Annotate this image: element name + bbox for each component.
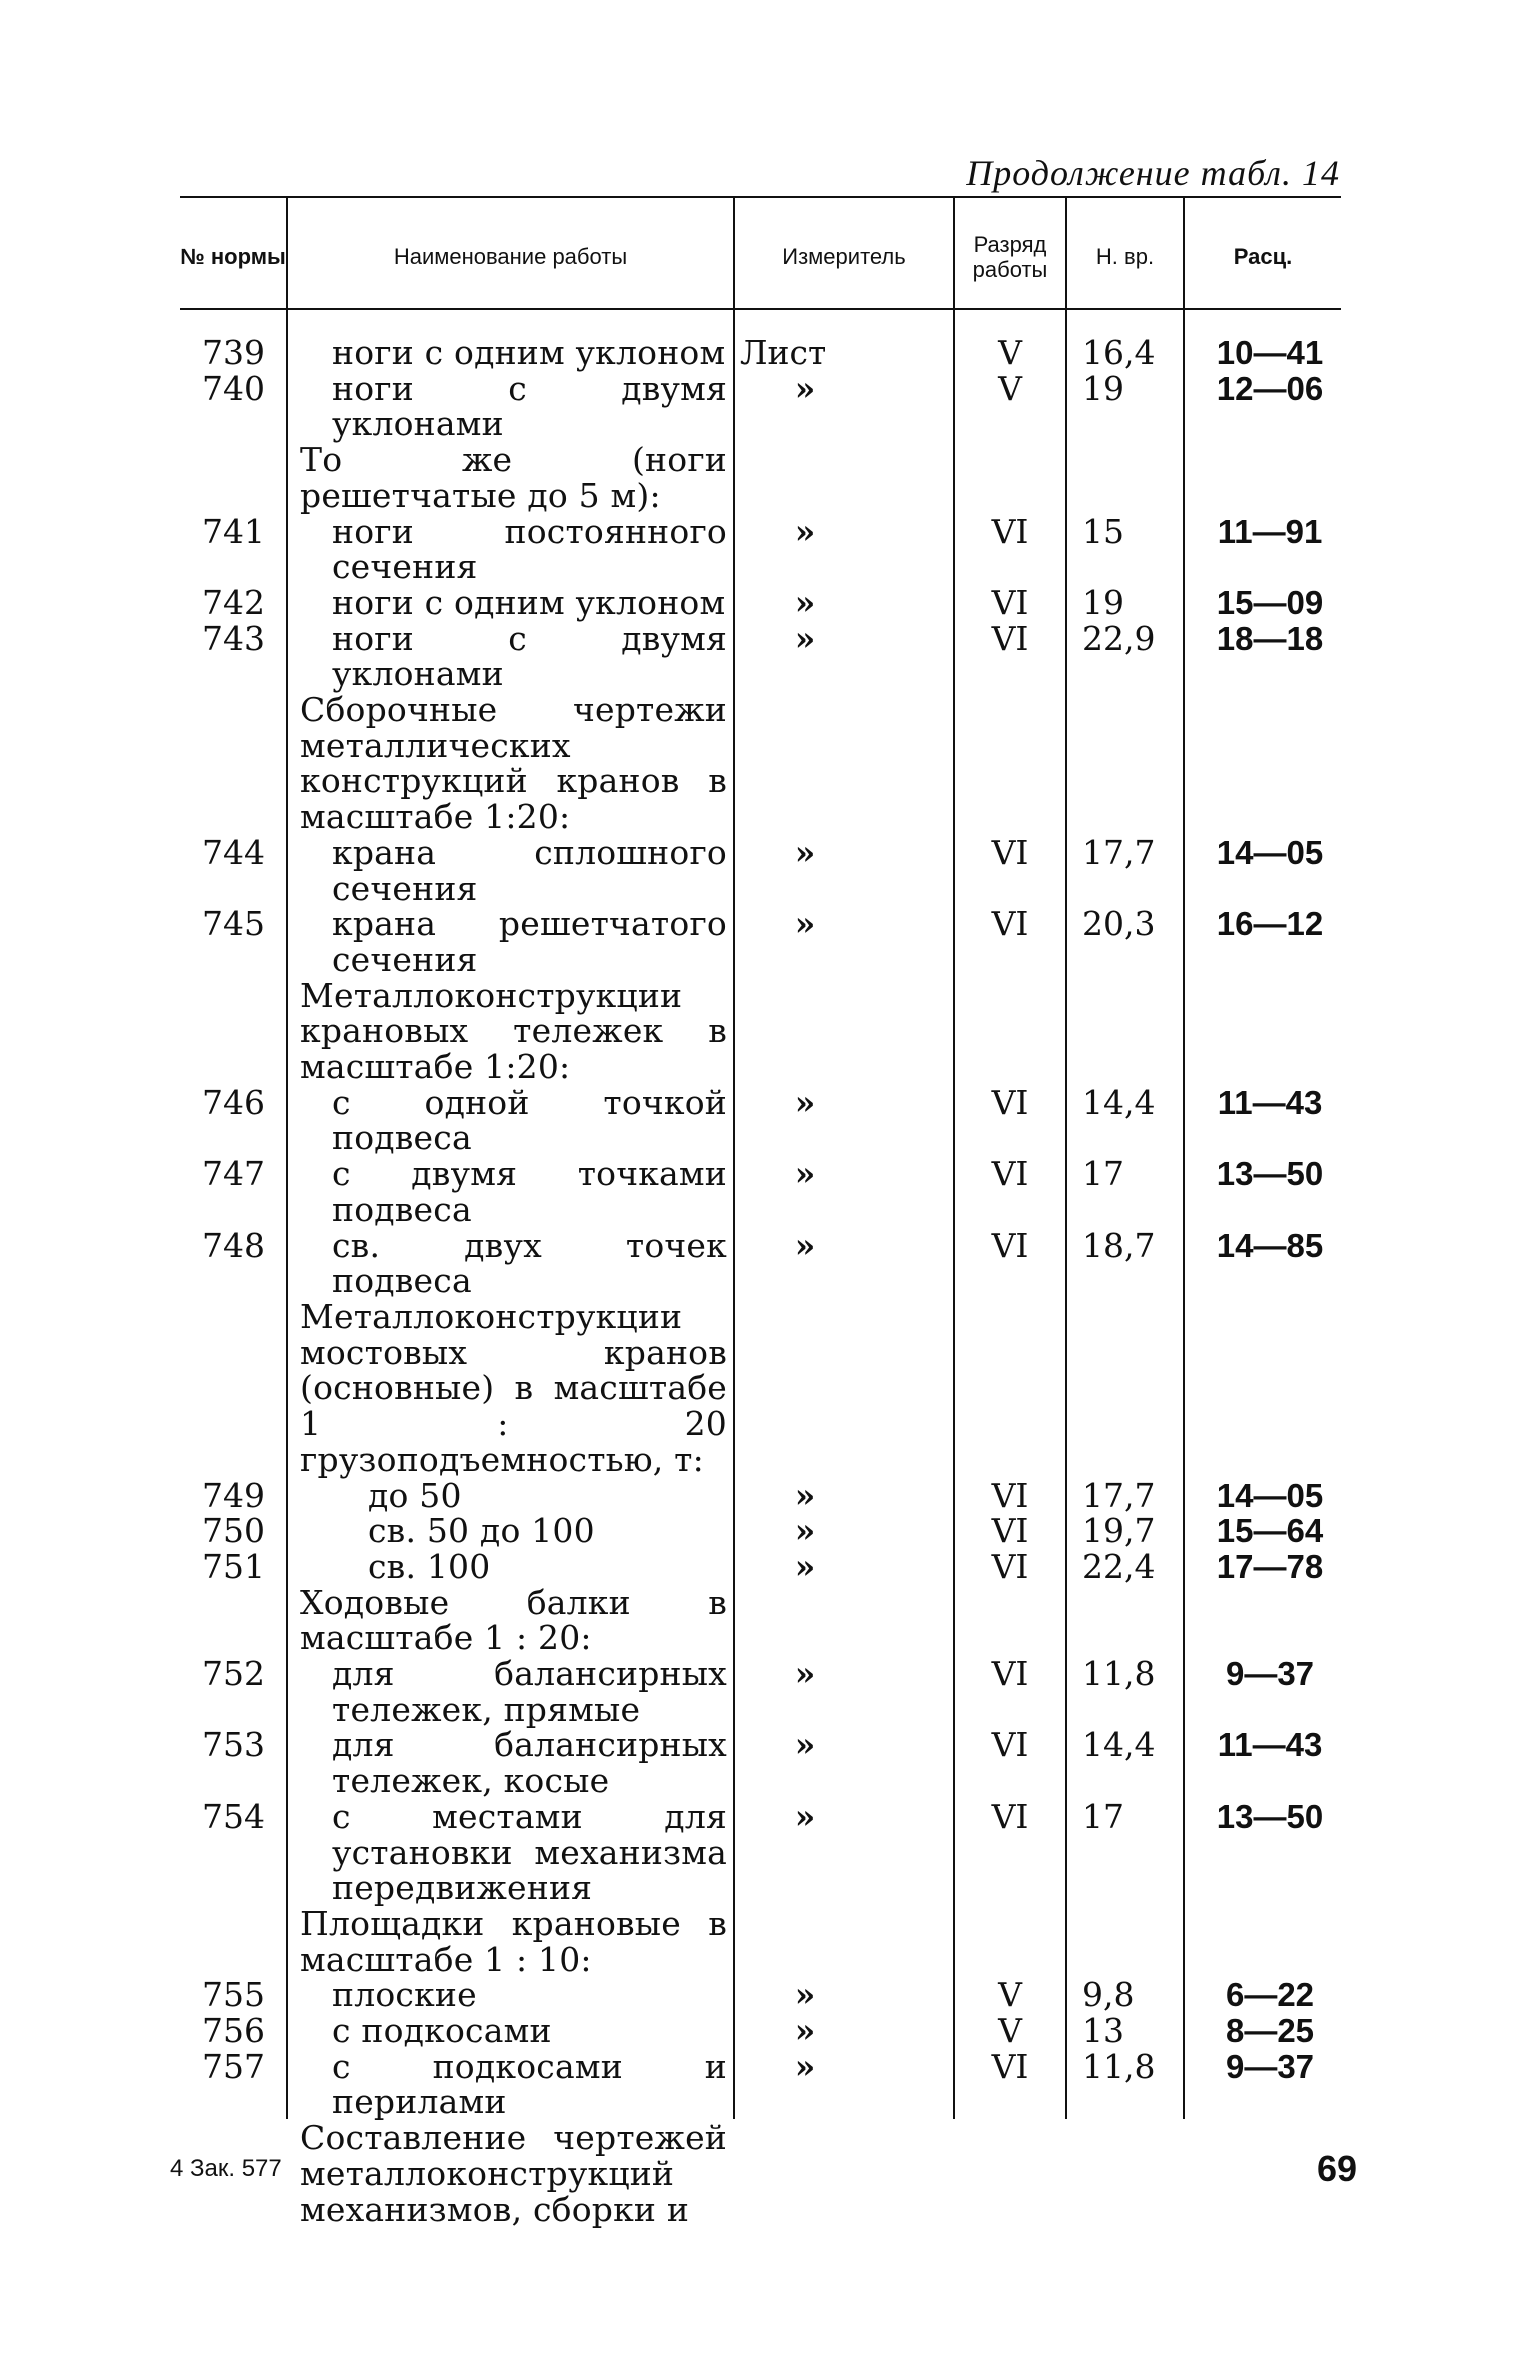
work-name: Площадки крановые в масштабе 1 : 10: xyxy=(300,1903,727,1979)
table-row xyxy=(0,335,1535,371)
time-norm: 17,7 xyxy=(1082,1475,1156,1515)
work-name: ноги с двумя уклонами xyxy=(332,618,727,694)
time-norm: 13 xyxy=(1082,2011,1124,2051)
table-row xyxy=(0,1082,1535,1158)
time-norm: 22,9 xyxy=(1082,618,1156,658)
work-name: ноги с двумя уклонами xyxy=(332,368,727,444)
measure-unit: » xyxy=(794,2011,816,2051)
work-grade: V xyxy=(998,1975,1022,2015)
work-name: Составление чертежей металлоконструкций механизмов, сборки и xyxy=(300,2118,727,2229)
measure-unit: » xyxy=(794,1725,816,1765)
work-grade: VI xyxy=(991,618,1029,658)
work-grade: VI xyxy=(991,1654,1029,1694)
rate-value: 6—22 xyxy=(1225,1976,1315,2014)
time-norm: 17 xyxy=(1082,1796,1124,1836)
work-name: Сборочные чертежи металлических конструкций кранов в масштабе 1:20: xyxy=(300,690,727,837)
rate-value: 14—05 xyxy=(1216,833,1324,871)
norm-number: 746 xyxy=(202,1082,265,1122)
work-grade: VI xyxy=(991,1546,1029,1586)
norm-number: 755 xyxy=(202,1975,265,2015)
work-name: Ходовые балки в масштабе 1 : 20: xyxy=(300,1582,727,1658)
work-name: ноги с одним уклоном xyxy=(332,333,726,372)
work-grade: V xyxy=(998,333,1022,372)
time-norm: 22,4 xyxy=(1082,1546,1156,1586)
work-grade: V xyxy=(998,368,1022,408)
work-name: до 50 xyxy=(368,1475,462,1515)
table-row xyxy=(0,582,1535,622)
table-top-rule xyxy=(180,196,1341,198)
table-section-row xyxy=(0,692,1535,835)
work-name: с двумя точками подвеса xyxy=(332,1154,727,1229)
measure-unit: » xyxy=(794,368,816,408)
work-name: с подкосами и перилами xyxy=(332,2046,727,2122)
time-norm: 18,7 xyxy=(1082,1225,1156,1265)
rate-value: 13—50 xyxy=(1216,1155,1324,1193)
rate-value: 8—25 xyxy=(1225,2012,1315,2050)
work-name: с одной точкой подвеса xyxy=(332,1082,727,1158)
time-norm: 9,8 xyxy=(1082,1975,1135,2015)
work-name: для балансирных тележек, прямые xyxy=(332,1654,727,1729)
rate-value: 10—41 xyxy=(1216,334,1324,371)
time-norm: 11,8 xyxy=(1082,2046,1156,2086)
norm-number: 750 xyxy=(202,1511,265,1551)
table-row xyxy=(0,618,1535,694)
norm-number: 743 xyxy=(202,618,265,658)
measure-unit: » xyxy=(794,904,816,944)
table-row xyxy=(0,2013,1535,2049)
table-row xyxy=(0,1156,1535,1227)
table-section-row xyxy=(0,1582,1535,1658)
table-row xyxy=(0,1475,1535,1515)
time-norm: 11,8 xyxy=(1082,1654,1156,1694)
rate-value: 17—78 xyxy=(1216,1547,1324,1585)
work-grade: VI xyxy=(991,582,1029,622)
time-norm: 19 xyxy=(1082,368,1124,408)
norm-number: 756 xyxy=(202,2011,265,2051)
table-caption: Продолжение табл. 14 xyxy=(966,153,1340,193)
table-row xyxy=(0,368,1535,444)
norm-number: 742 xyxy=(202,582,265,622)
rate-value: 14—85 xyxy=(1216,1226,1324,1264)
measure-unit: » xyxy=(794,1475,816,1515)
rate-value: 12—06 xyxy=(1216,369,1324,407)
rate-value: 15—64 xyxy=(1216,1512,1324,1550)
work-grade: VI xyxy=(991,832,1029,872)
work-name: св. двух точек подвеса xyxy=(332,1225,727,1301)
rate-value: 18—18 xyxy=(1216,619,1324,657)
time-norm: 14,4 xyxy=(1082,1725,1156,1765)
table-row xyxy=(0,906,1535,977)
table-row xyxy=(0,1725,1535,1801)
rate-value: 9—37 xyxy=(1225,1655,1315,1693)
norm-number: 739 xyxy=(202,333,265,372)
rate-value: 13—50 xyxy=(1216,1797,1324,1835)
norm-number: 740 xyxy=(202,368,265,408)
measure-unit: » xyxy=(794,2046,816,2086)
time-norm: 20,3 xyxy=(1082,904,1156,944)
norm-number: 741 xyxy=(202,511,265,551)
measure-unit: » xyxy=(794,511,816,551)
table-section-row xyxy=(0,1296,1535,1479)
measure-unit: » xyxy=(794,1154,816,1194)
page-number: 69 xyxy=(1316,2148,1357,2189)
table-row xyxy=(0,2046,1535,2122)
norm-number: 745 xyxy=(202,904,265,944)
work-name: ноги с одним уклоном xyxy=(332,582,726,622)
measure-unit: » xyxy=(794,1511,816,1551)
header-name: Наименование работы xyxy=(393,244,628,270)
header-num: № нормы xyxy=(180,244,286,270)
measure-unit: » xyxy=(794,582,816,622)
table-row xyxy=(0,1546,1535,1586)
measure-unit: Лист xyxy=(740,333,827,372)
rate-value: 11—91 xyxy=(1217,512,1323,550)
time-norm: 16,4 xyxy=(1082,333,1156,372)
header-time: Н. вр. xyxy=(1095,244,1155,270)
rate-value: 11—43 xyxy=(1217,1726,1323,1764)
measure-unit: » xyxy=(794,1225,816,1265)
measure-unit: » xyxy=(794,1546,816,1586)
work-grade: VI xyxy=(991,1511,1029,1551)
rate-value: 16—12 xyxy=(1216,905,1324,943)
table-row xyxy=(0,832,1535,908)
table-section-row xyxy=(0,975,1535,1087)
table-row xyxy=(0,511,1535,587)
norm-number: 748 xyxy=(202,1225,265,1265)
header-bottom-rule xyxy=(180,308,1341,310)
time-norm: 19,7 xyxy=(1082,1511,1156,1551)
work-name: св. 50 до 100 xyxy=(368,1511,595,1551)
work-grade: VI xyxy=(991,1725,1029,1765)
measure-unit: » xyxy=(794,1975,816,2015)
work-grade: VI xyxy=(991,904,1029,944)
time-norm: 14,4 xyxy=(1082,1082,1156,1122)
work-name: для балансирных тележек, косые xyxy=(332,1725,727,1801)
work-name: с местами для установки механизма передвижения xyxy=(332,1796,727,1908)
table-row xyxy=(0,1513,1535,1549)
measure-unit: » xyxy=(794,1082,816,1122)
work-grade: VI xyxy=(991,1475,1029,1515)
time-norm: 19 xyxy=(1082,582,1124,622)
header-rate: Расц. xyxy=(1233,244,1293,270)
work-name: крана решетчатого сечения xyxy=(332,904,727,979)
work-grade: VI xyxy=(991,1154,1029,1194)
rate-value: 14—05 xyxy=(1216,1476,1324,1514)
print-order-note: 4 Зак. 577 xyxy=(170,2155,282,2182)
work-grade: VI xyxy=(991,511,1029,551)
rate-value: 11—43 xyxy=(1217,1083,1323,1121)
work-grade: VI xyxy=(991,1082,1029,1122)
time-norm: 17 xyxy=(1082,1154,1124,1194)
measure-unit: » xyxy=(794,1654,816,1694)
table-row xyxy=(0,1225,1535,1301)
work-name: Металлоконструкции крановых тележек в масштабе 1:20: xyxy=(300,975,727,1087)
time-norm: 17,7 xyxy=(1082,832,1156,872)
rate-value: 15—09 xyxy=(1216,583,1324,621)
table-row xyxy=(0,1656,1535,1727)
work-grade: VI xyxy=(991,1796,1029,1836)
work-name: крана сплошного сечения xyxy=(332,832,727,908)
work-name: Металлоконструкции мостовых кранов (основные) в масштабе 1 : 20 грузоподъемностью, т: xyxy=(300,1296,727,1479)
work-grade: VI xyxy=(991,1225,1029,1265)
work-grade: V xyxy=(998,2011,1022,2051)
norm-number: 753 xyxy=(202,1725,265,1765)
measure-unit: » xyxy=(794,1796,816,1836)
table-section-row xyxy=(0,442,1535,513)
work-name: То же (ноги решетчатые до 5 м): xyxy=(300,440,727,515)
header-measure: Измеритель xyxy=(782,244,906,270)
rate-value: 9—37 xyxy=(1225,2047,1315,2085)
norm-number: 749 xyxy=(202,1475,265,1515)
work-name: св. 100 xyxy=(368,1546,491,1586)
table-row xyxy=(0,1796,1535,1908)
norm-number: 754 xyxy=(202,1796,265,1836)
norm-number: 747 xyxy=(202,1154,265,1194)
work-name: с подкосами xyxy=(332,2011,552,2051)
work-name: ноги постоянного сечения xyxy=(332,511,727,587)
norm-number: 744 xyxy=(202,832,265,872)
work-grade: VI xyxy=(991,2046,1029,2086)
measure-unit: » xyxy=(794,832,816,872)
time-norm: 15 xyxy=(1082,511,1124,551)
table-section-row xyxy=(0,1903,1535,1979)
table-body xyxy=(0,335,1535,2227)
norm-number: 757 xyxy=(202,2046,265,2086)
norm-number: 751 xyxy=(202,1546,265,1586)
table-row xyxy=(0,1977,1535,2013)
measure-unit: » xyxy=(794,618,816,658)
work-name: плоские xyxy=(332,1975,477,2015)
header-grade: Разряд работы xyxy=(972,231,1048,282)
norm-number: 752 xyxy=(202,1654,265,1694)
